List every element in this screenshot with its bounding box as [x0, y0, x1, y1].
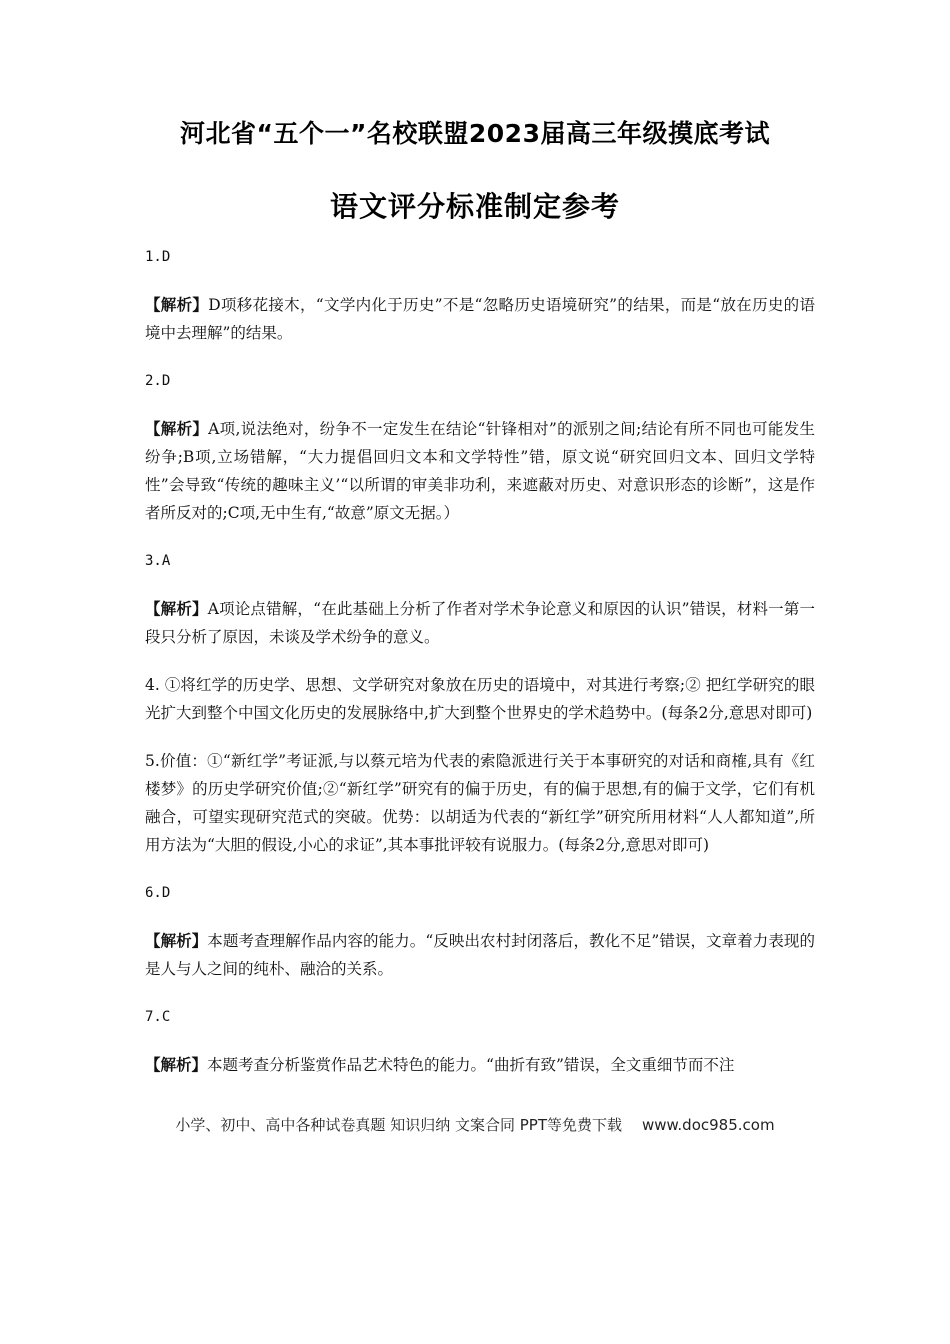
footer-text: 小学、初中、高中各种试卷真题 知识归纳 文案合同 PPT等免费下载: [175, 1116, 622, 1134]
page-footer: [0, 1114, 950, 1135]
analysis-7: [145, 1051, 815, 1079]
answer-2: 2.D: [145, 373, 171, 389]
analysis-text: 本题考查理解作品内容的能力。“反映出农村封闭落后，教化不足”错误，文章着力表现的是人与人之间的纯朴、融洽的关系。: [145, 932, 815, 978]
document-subtitle: 语文评分标准制定参考: [329, 190, 620, 223]
analysis-tag: 【解析】: [145, 931, 208, 950]
analysis-text: A项,说法绝对，纷争不一定发生在结论“针锋相对”的派别之间;结论有所不同也可能发生纷争;B项,立场错解，“大力提倡回归文本和文学特性”错，原文说“研究回归文本、回归文学特性”会导致“传统的趣味主义’“以所谓的审美非功利，来遮蔽对历史、对意识形态的诊断”，这是作者所反对的;C项,无中生有,“故意”原文无据。）: [145, 420, 815, 522]
answer-7: 7.C: [145, 1009, 171, 1025]
analysis-3: [145, 595, 815, 651]
analysis-tag: 【解析】: [145, 295, 209, 314]
footer-url[interactable]: www.doc985.com: [641, 1116, 775, 1134]
answer-1: 1.D: [145, 249, 171, 265]
answer-key-body: [145, 243, 815, 1099]
document-title: 河北省“五个一”名校联盟2023届高三年级摸底考试: [180, 119, 770, 148]
analysis-text: A项论点错解，“在此基础上分析了作者对学术争论意义和原因的认识”错误，材料一第一段只分析了原因，未谈及学术纷争的意义。: [145, 600, 815, 646]
analysis-tag: 【解析】: [145, 419, 209, 438]
analysis-text: 本题考查分析鉴赏作品艺术特色的能力。“曲折有致”错误，全文重细节而不注: [207, 1056, 735, 1074]
answer-4: 4. ①将红学的历史学、思想、文学研究对象放在历史的语境中，对其进行考察;② 把红学研究的眼光扩大到整个中国文化历史的发展脉络中,扩大到整个世界史的学术趋势中。(每条2分,意思对即可): [145, 676, 815, 722]
answer-6: 6.D: [145, 885, 171, 901]
answer-3: 3.A: [145, 553, 171, 569]
answer-5: 5.价值：①“新红学”考证派,与以蔡元培为代表的索隐派进行关于本事研究的对话和商榷,具有《红楼梦》的历史学研究价值;②“新红学”研究有的偏于历史，有的偏于思想,有的偏于文学，它们有机融合，可望实现研究范式的突破。优势：以胡适为代表的“新红学”研究所用材料“人人都知道”,所用方法为“大胆的假设,小心的求证”,其本事批评较有说服力。(每条2分,意思对即可): [145, 752, 815, 854]
analysis-1: [145, 291, 815, 347]
analysis-tag: 【解析】: [145, 599, 208, 618]
analysis-6: [145, 927, 815, 983]
analysis-2: [145, 415, 815, 527]
analysis-tag: 【解析】: [145, 1055, 208, 1074]
analysis-text: D项移花接木，“文学内化于历史”不是“忽略历史语境研究”的结果，而是“放在历史的语境中去理解”的结果。: [145, 296, 815, 342]
